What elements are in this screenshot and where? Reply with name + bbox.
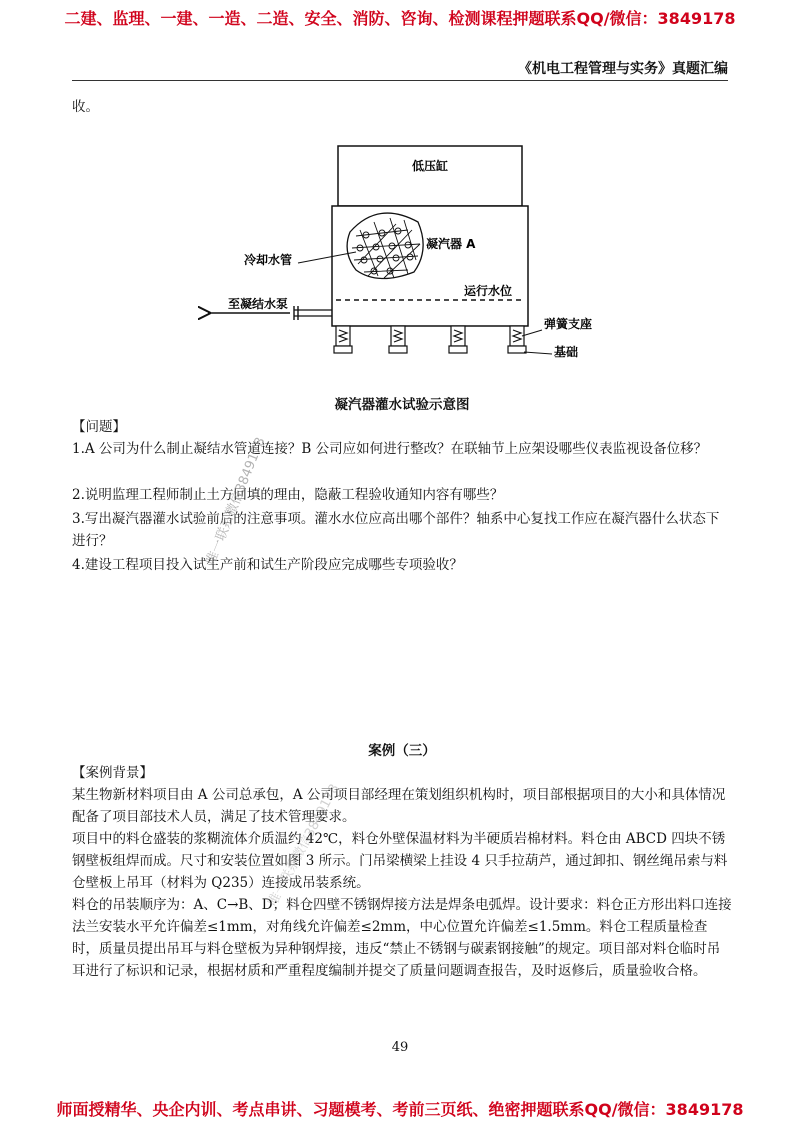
question-item: 4.建设工程项目投入试生产前和试生产阶段应完成哪些专项验收？ xyxy=(72,557,463,573)
to-pump-label: 至凝结水泵 xyxy=(228,297,289,311)
foundation-label: 基础 xyxy=(554,345,579,359)
questions-heading: 【问题】 xyxy=(72,419,126,435)
page-number: 49 xyxy=(391,1040,409,1055)
watermark: 唯一联系微信3849178 xyxy=(265,781,343,909)
case-paragraph: 某生物新材料项目由 A 公司总承包，A 公司项目部经理在策划组织机构时，项目部根据项目的大小和具体情况配备了项目部技术人员，满足了技术管理要求。 xyxy=(72,787,726,825)
diagram-caption: 凝汽器灌水试验示意图 xyxy=(334,397,470,413)
condenser-diagram xyxy=(198,140,618,372)
cooling-pipe-label: 冷却水管 xyxy=(244,253,293,267)
question-item: 1.A 公司为什么制止凝结水管道连接？B 公司应如何进行整改？在联轴节上应架设哪些仪表监视设备位移？ xyxy=(72,441,708,457)
low-pressure-cylinder-label: 低压缸 xyxy=(411,159,449,173)
top-banner: 二建、监理、一建、一造、二造、安全、消防、咨询、检测课程押题联系QQ/微信：3849178 xyxy=(64,9,736,28)
case-paragraph: 料仓的吊装顺序为：A、C→B、D；料仓四壁不锈钢焊接方法是焊条电弧焊。设计要求：料仓正方形出料口连接法兰安装水平允许偏差≤1mm，对角线允许偏差≤2mm，中心位置允许偏差≤1.5mm。料仓工程质量检查时，质量员提出吊耳与料仓壁板为异种钢焊接，违反“禁止不锈钢与碳素钢接触”的规定。项目部对料仓临时吊耳进行了标识和记录，根据材质和严重程度编制并提交了质量问题调查报告，及时返修后，质量验收合格。 xyxy=(72,897,732,979)
foundation-leader xyxy=(524,352,552,354)
operating-level-label: 运行水位 xyxy=(464,284,513,298)
case-paragraph: 项目中的料仓盛装的浆糊流体介质温约 42℃，料仓外壁保温材料为半硬质岩棉材料。料仓由 ABCD 四块不锈钢壁板组焊而成。尺寸和安装位置如图 3 所示。门吊梁横梁上挂设 4 只手拉葫芦，通过卸扣、钢丝绳吊索与料仓壁板上吊耳（材料为 Q235）连接成吊装系统。 xyxy=(72,831,728,891)
header-title: 《机电工程管理与实务》真题汇编 xyxy=(518,61,728,77)
background-heading: 【案例背景】 xyxy=(72,765,153,781)
question-item: 2.说明监理工程师制止土方回填的理由，隐蔽工程验收通知内容有哪些？ xyxy=(72,487,504,503)
header-divider xyxy=(72,80,728,81)
bottom-banner: 师面授精华、央企内训、考点串讲、习题模考、考前三页纸、绝密押题联系QQ/微信：3849178 xyxy=(56,1100,744,1119)
condenser-label: 凝汽器 A xyxy=(426,237,476,251)
spring-leader xyxy=(522,330,542,336)
condenser-body xyxy=(332,206,528,326)
intro-fragment: 收。 xyxy=(72,99,99,115)
low-pressure-cylinder xyxy=(338,146,522,206)
spring-support-label: 弹簧支座 xyxy=(544,317,593,331)
case-title: 案例（三） xyxy=(368,743,436,759)
spring-supports xyxy=(334,326,526,353)
watermark: 唯一联系微信3849178 xyxy=(203,435,269,568)
question-item: 3.写出凝汽器灌水试验前后的注意事项。灌水水位应高出哪个部件？轴系中心复找工作应在凝汽器什么状态下进行？ xyxy=(72,511,720,549)
